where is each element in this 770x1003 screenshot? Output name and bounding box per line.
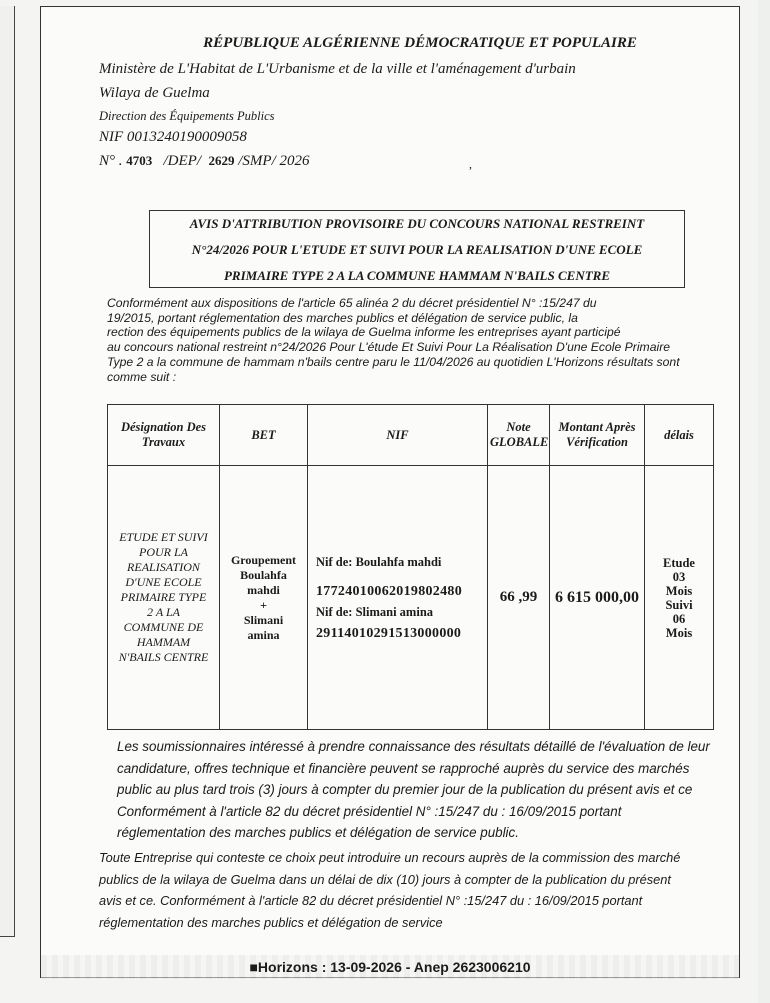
ref-suffix: /SMP/ 2026 [238,153,310,169]
intro-line-5: Type 2 a la commune de hammam n'bails centre paru le 11/04/2026 au quotidien L'Horizons résultats sont [107,354,680,369]
ref-number: 4703 [126,153,153,168]
header-designation: Désignation Des Travaux [108,405,220,466]
delais-line-1: Etude [663,555,695,570]
appeal-line-3: avis et ce. Conformément à l'article 82 du décret présidentiel N° :15/247 du : 16/09/2015 portant [99,893,643,909]
nif-value-2: 291140102915130000​00 [316,625,462,641]
nif-value-1: 177240100620198024​80 [316,583,462,599]
designation-line-9: N'BAILS CENTRE [118,650,209,664]
cell-bet [220,466,308,730]
delais-line-5: 06 [672,611,686,626]
results-table [107,404,714,730]
designation-line-8: HAMMAM [136,635,191,649]
title-line-3: PRIMAIRE TYPE 2 A LA COMMUNE HAMMAM N'BAILS CENTRE [223,268,610,283]
title-line-1: AVIS D'ATTRIBUTION PROVISOIRE DU CONCOURS NATIONAL RESTREINT [189,216,645,231]
nif-label-1: Nif de: Boulahfa mahdi [316,554,442,569]
consultation-line-5: réglementation des marches publics et délégation de service public. [117,825,519,841]
nif-line: NIF 0013240190009058 [99,129,247,145]
header-delais: délais [645,405,714,466]
bet-line-1: Groupement [230,552,297,567]
delais-line-2: 03 [672,569,686,584]
appeal-paragraph [99,847,769,933]
appeal-line-2: publics de la wilaya de Guelma dans un délai de dix (10) jours à compter de la publication du présent [99,871,671,887]
designation-line-5: PRIMAIRE TYPE [120,590,207,604]
intro-line-6: comme suit : [107,369,177,384]
consultation-line-2: candidature, offres technique et financière peuvent se rapproché auprès du service des marchés [117,760,690,776]
cell-montant: 6 615 000,00 [550,466,645,730]
adjacent-column-edge [0,6,15,937]
table-header-row [108,405,714,466]
stray-mark: , [469,157,472,171]
designation-line-3: REALISATION [127,560,200,574]
cell-designation [108,466,220,730]
header-note: Note GLOBALE [488,405,550,466]
delais-line-4: Suivi [665,597,693,612]
bet-line-6: amina [247,627,280,642]
table-row [108,466,714,730]
delais-line-3: Mois [665,583,693,598]
cell-delais [645,466,714,730]
wilaya-line: Wilaya de Guelma [99,85,210,101]
consultation-line-1: Les soumissionnaires intéressé à prendre connaissance des résultats détaillé de l'évaluation de leur [117,739,710,754]
intro-line-1: Conformément aux dispositions de l'article 65 alinéa 2 du décret présidentiel N° :15/247 du [107,296,597,310]
reference-number [99,153,310,170]
appeal-line-4: réglementation des marches publics et délégation de service [99,914,443,930]
nif-label-2: Nif de: Slimani amina [316,604,434,619]
bet-line-5: Slimani [243,612,284,627]
republic-heading: RÉPUBLIQUE ALGÉRIENNE DÉMOCRATIQUE ET POPULAIRE [203,35,637,51]
ref-prefix: N° . [99,153,123,169]
consultation-line-3: public au plus tard trois (3) jours à compter du premier jour de la publication du présent avis et ce [117,782,693,798]
header-montant: Montant Après Vérification [550,405,645,466]
intro-paragraph [107,296,767,384]
legal-notice [40,6,740,978]
consultation-paragraph [117,736,757,844]
appeal-line-1: Toute Entreprise qui conteste ce choix peut introduire un recours auprès de la commission des marché [99,850,681,865]
header-nif: NIF [308,405,488,466]
header-bet: BET [220,405,308,466]
ministry-line: Ministère de L'Habitat de L'Urbanisme et de la ville et l'aménagement d'urbain [99,61,576,77]
cell-nif [308,466,488,730]
intro-line-2: 19/2015, portant réglementation des marches publics et délégation de service public, la [107,310,578,325]
consultation-line-4: Conformément à l'article 82 du décret présidentiel N° :15/247 du : 16/09/2015 portant [117,803,622,819]
bet-line-4: + [260,597,267,612]
designation-line-6: 2 A LA [147,605,180,619]
designation-line-1: ETUDE ET SUIVI [119,530,208,544]
designation-line-4: D'UNE ECOLE [125,575,202,589]
intro-line-3: rection des équipements publics de la wilaya de Guelma informe les entreprises ayant participé [107,325,621,340]
delais-line-6: Mois [665,625,693,640]
title-box [149,210,685,288]
direction-line: Direction des Équipements Publics [99,109,275,123]
bet-line-3: mahdi [247,582,280,597]
ref-dep: /DEP/ [163,153,202,169]
designation-line-7: COMMUNE DE [123,620,204,634]
title-line-2: N°24/2026 POUR L'ETUDE ET SUIVI POUR LA REALISATION D'UNE ECOLE [191,242,643,257]
cell-note: 66 ,99 [488,466,550,730]
publication-footer: ■Horizons : 13-09-2026 - Anep 2623006210 [249,959,531,975]
bet-line-2: Boulahfa [240,567,287,582]
intro-line-4: au concours national restreint n°24/2026 Pour L'étude Et Suivi Pour La Réalisation D'une Ecole Primaire [107,340,671,355]
ref-number-2: 2629 [208,153,235,168]
designation-line-2: POUR LA [139,545,188,559]
